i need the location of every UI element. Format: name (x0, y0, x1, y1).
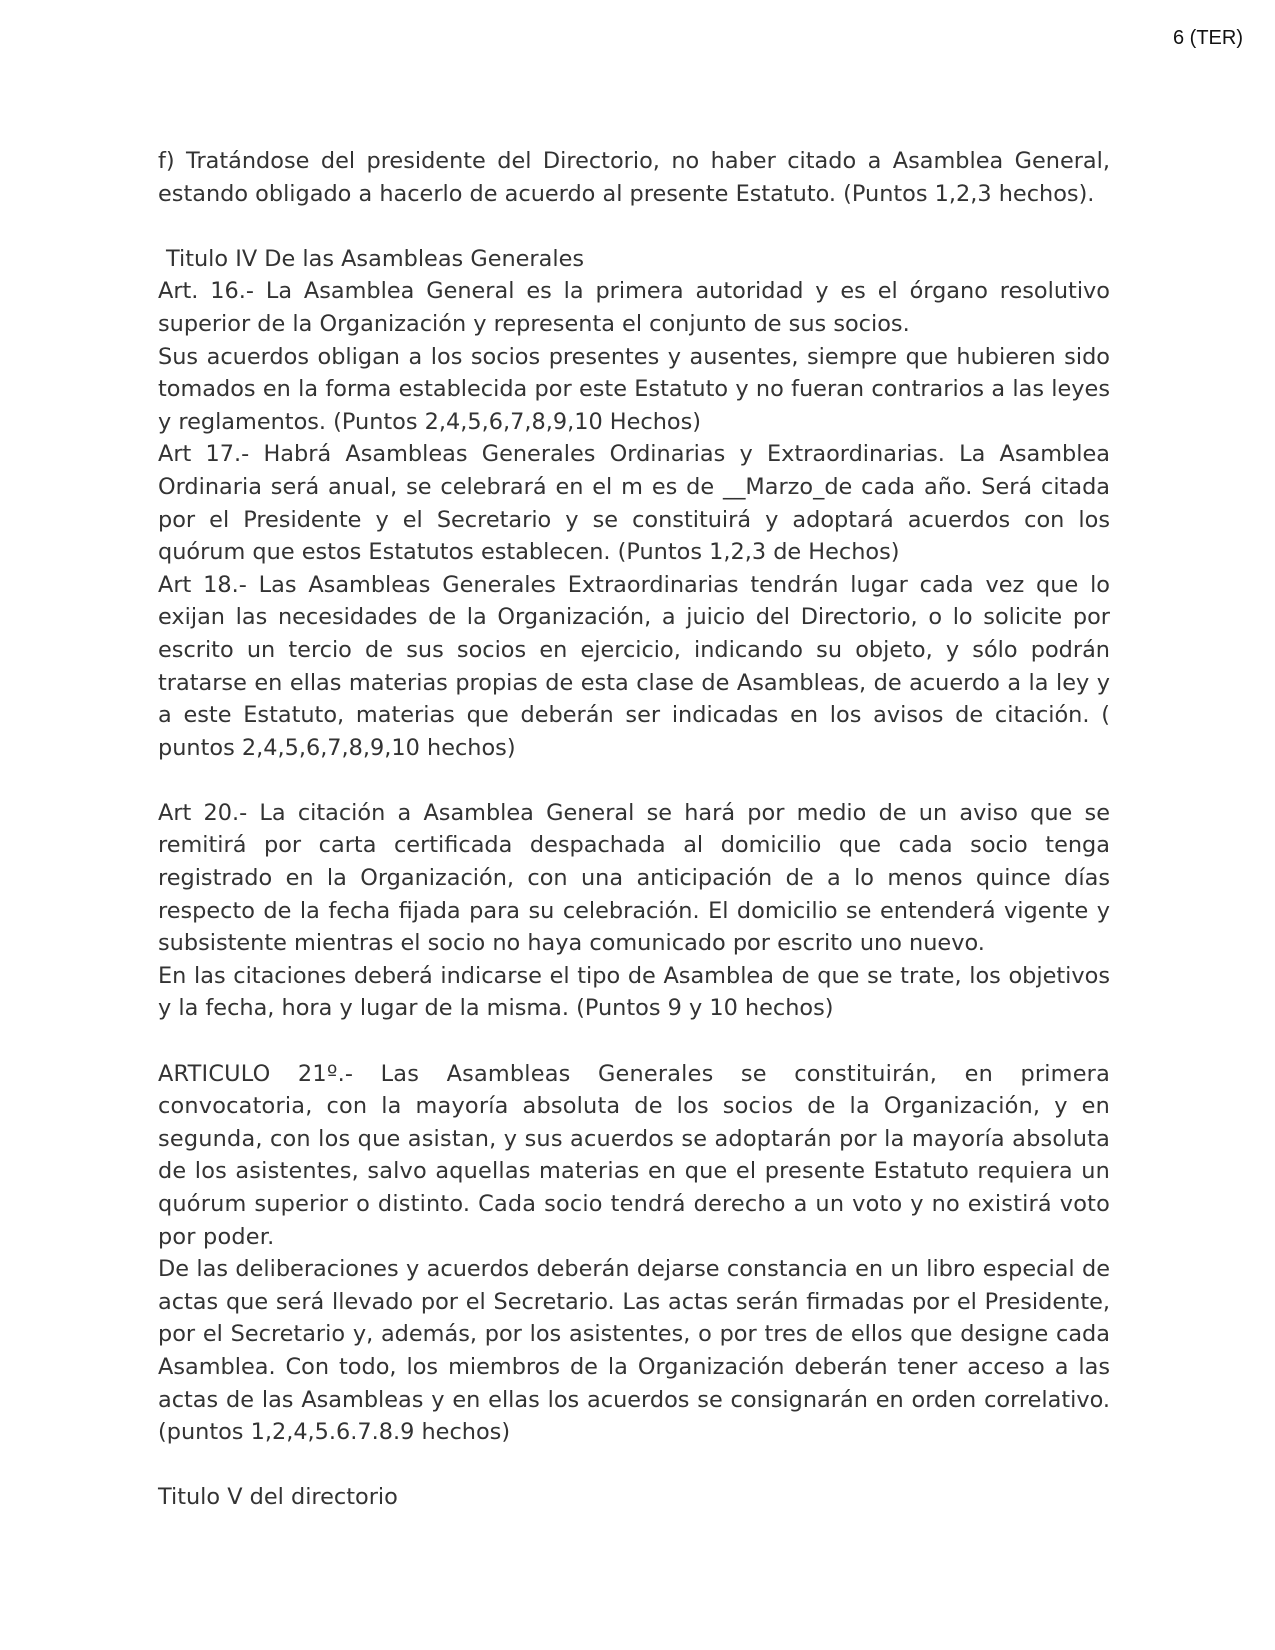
heading-titulo-iv: Titulo IV De las Asambleas Generales (166, 245, 585, 272)
spacer (158, 764, 1110, 797)
spacer (158, 1449, 1110, 1482)
article-20-continued: En las citaciones deberá indicarse el tipo de Asamblea de que se trate, los objetivos y la fecha, hora y lugar de la misma. (Puntos 9 y 10 hechos) (158, 962, 1110, 1022)
article-16-continued: Sus acuerdos obligan a los socios presentes y ausentes, siempre que hubieren sido tomados en la forma establecida por este Estatuto y no fueran contrarios a las leyes y reglamentos. (Puntos 2,4,5,6,7,8,9,10 Hechos) (158, 343, 1110, 435)
paragraph-f-presidente: f) Tratándose del presidente del Directorio, no haber citado a Asamblea General, estando obligado a hacerlo de acuerdo al presente Estatuto. (Puntos 1,2,3 hechos). (158, 148, 1110, 207)
spacer (158, 210, 1110, 243)
heading-titulo-v: Titulo V del directorio (158, 1484, 398, 1511)
article-16: Art. 16.- La Asamblea General es la primera autoridad y es el órgano resolutivo superior de la Organización y representa el conjunto de sus socios. (158, 278, 1110, 337)
page-number: 6 (TER) (1173, 27, 1243, 49)
article-18: Art 18.- Las Asambleas Generales Extraordinarias tendrán lugar cada vez que lo exijan las necesidades de la Organización, a juicio del Directorio, o lo solicite por escrito un tercio de sus socios en ejercicio, indicando su objeto, y sólo podrán tratarse en ellas materias propias de esta clase de Asambleas, de acuerdo a la ley y a este Estatuto, materias que deberán ser indicadas en los avisos de citación. ( puntos 2,4,5,6,7,8,9,10 hechos) (158, 571, 1110, 761)
spacer (158, 1025, 1110, 1058)
article-21-continued: De las deliberaciones y acuerdos deberán dejarse constancia en un libro especial de actas que será llevado por el Secretario. Las actas serán firmadas por el Presidente, por el Secretario y, además, por los asistentes, o por tres de ellos que designe cada Asamblea. Con todo, los miembros de la Organización deberán tener acceso a las actas de las Asambleas y en ellas los acuerdos se consignarán en orden correlativo.(puntos 1,2,4,5.6.7.8.9 hechos) (158, 1256, 1110, 1446)
document-body (158, 145, 1110, 1514)
article-17: Art 17.- Habrá Asambleas Generales Ordinarias y Extraordinarias. La Asamblea Ordinaria será anual, se celebrará en el m es de __Marzo_de cada año. Será citada por el Presidente y el Secretario y se constituirá y adoptará acuerdos con los quórum que estos Estatutos establecen. (Puntos 1,2,3 de Hechos) (158, 441, 1110, 566)
article-21: ARTICULO 21º.- Las Asambleas Generales se constituirán, en primera convocatoria, con la mayoría absoluta de los socios de la Organización, y en segunda, con los que asistan, y sus acuerdos se adoptarán por la mayoría absoluta de los asistentes, salvo aquellas materias en que el presente Estatuto requiera un quórum superior o distinto. Cada socio tendrá derecho a un voto y no existirá voto por poder. (158, 1060, 1110, 1250)
article-20: Art 20.- La citación a Asamblea General se hará por medio de un aviso que se remitirá por carta certificada despachada al domicilio que cada socio tenga registrado en la Organización, con una anticipación de a lo menos quince días respecto de la fecha fijada para su celebración. El domicilio se entenderá vigente y subsistente mientras el socio no haya comunicado por escrito uno nuevo. (158, 799, 1110, 957)
